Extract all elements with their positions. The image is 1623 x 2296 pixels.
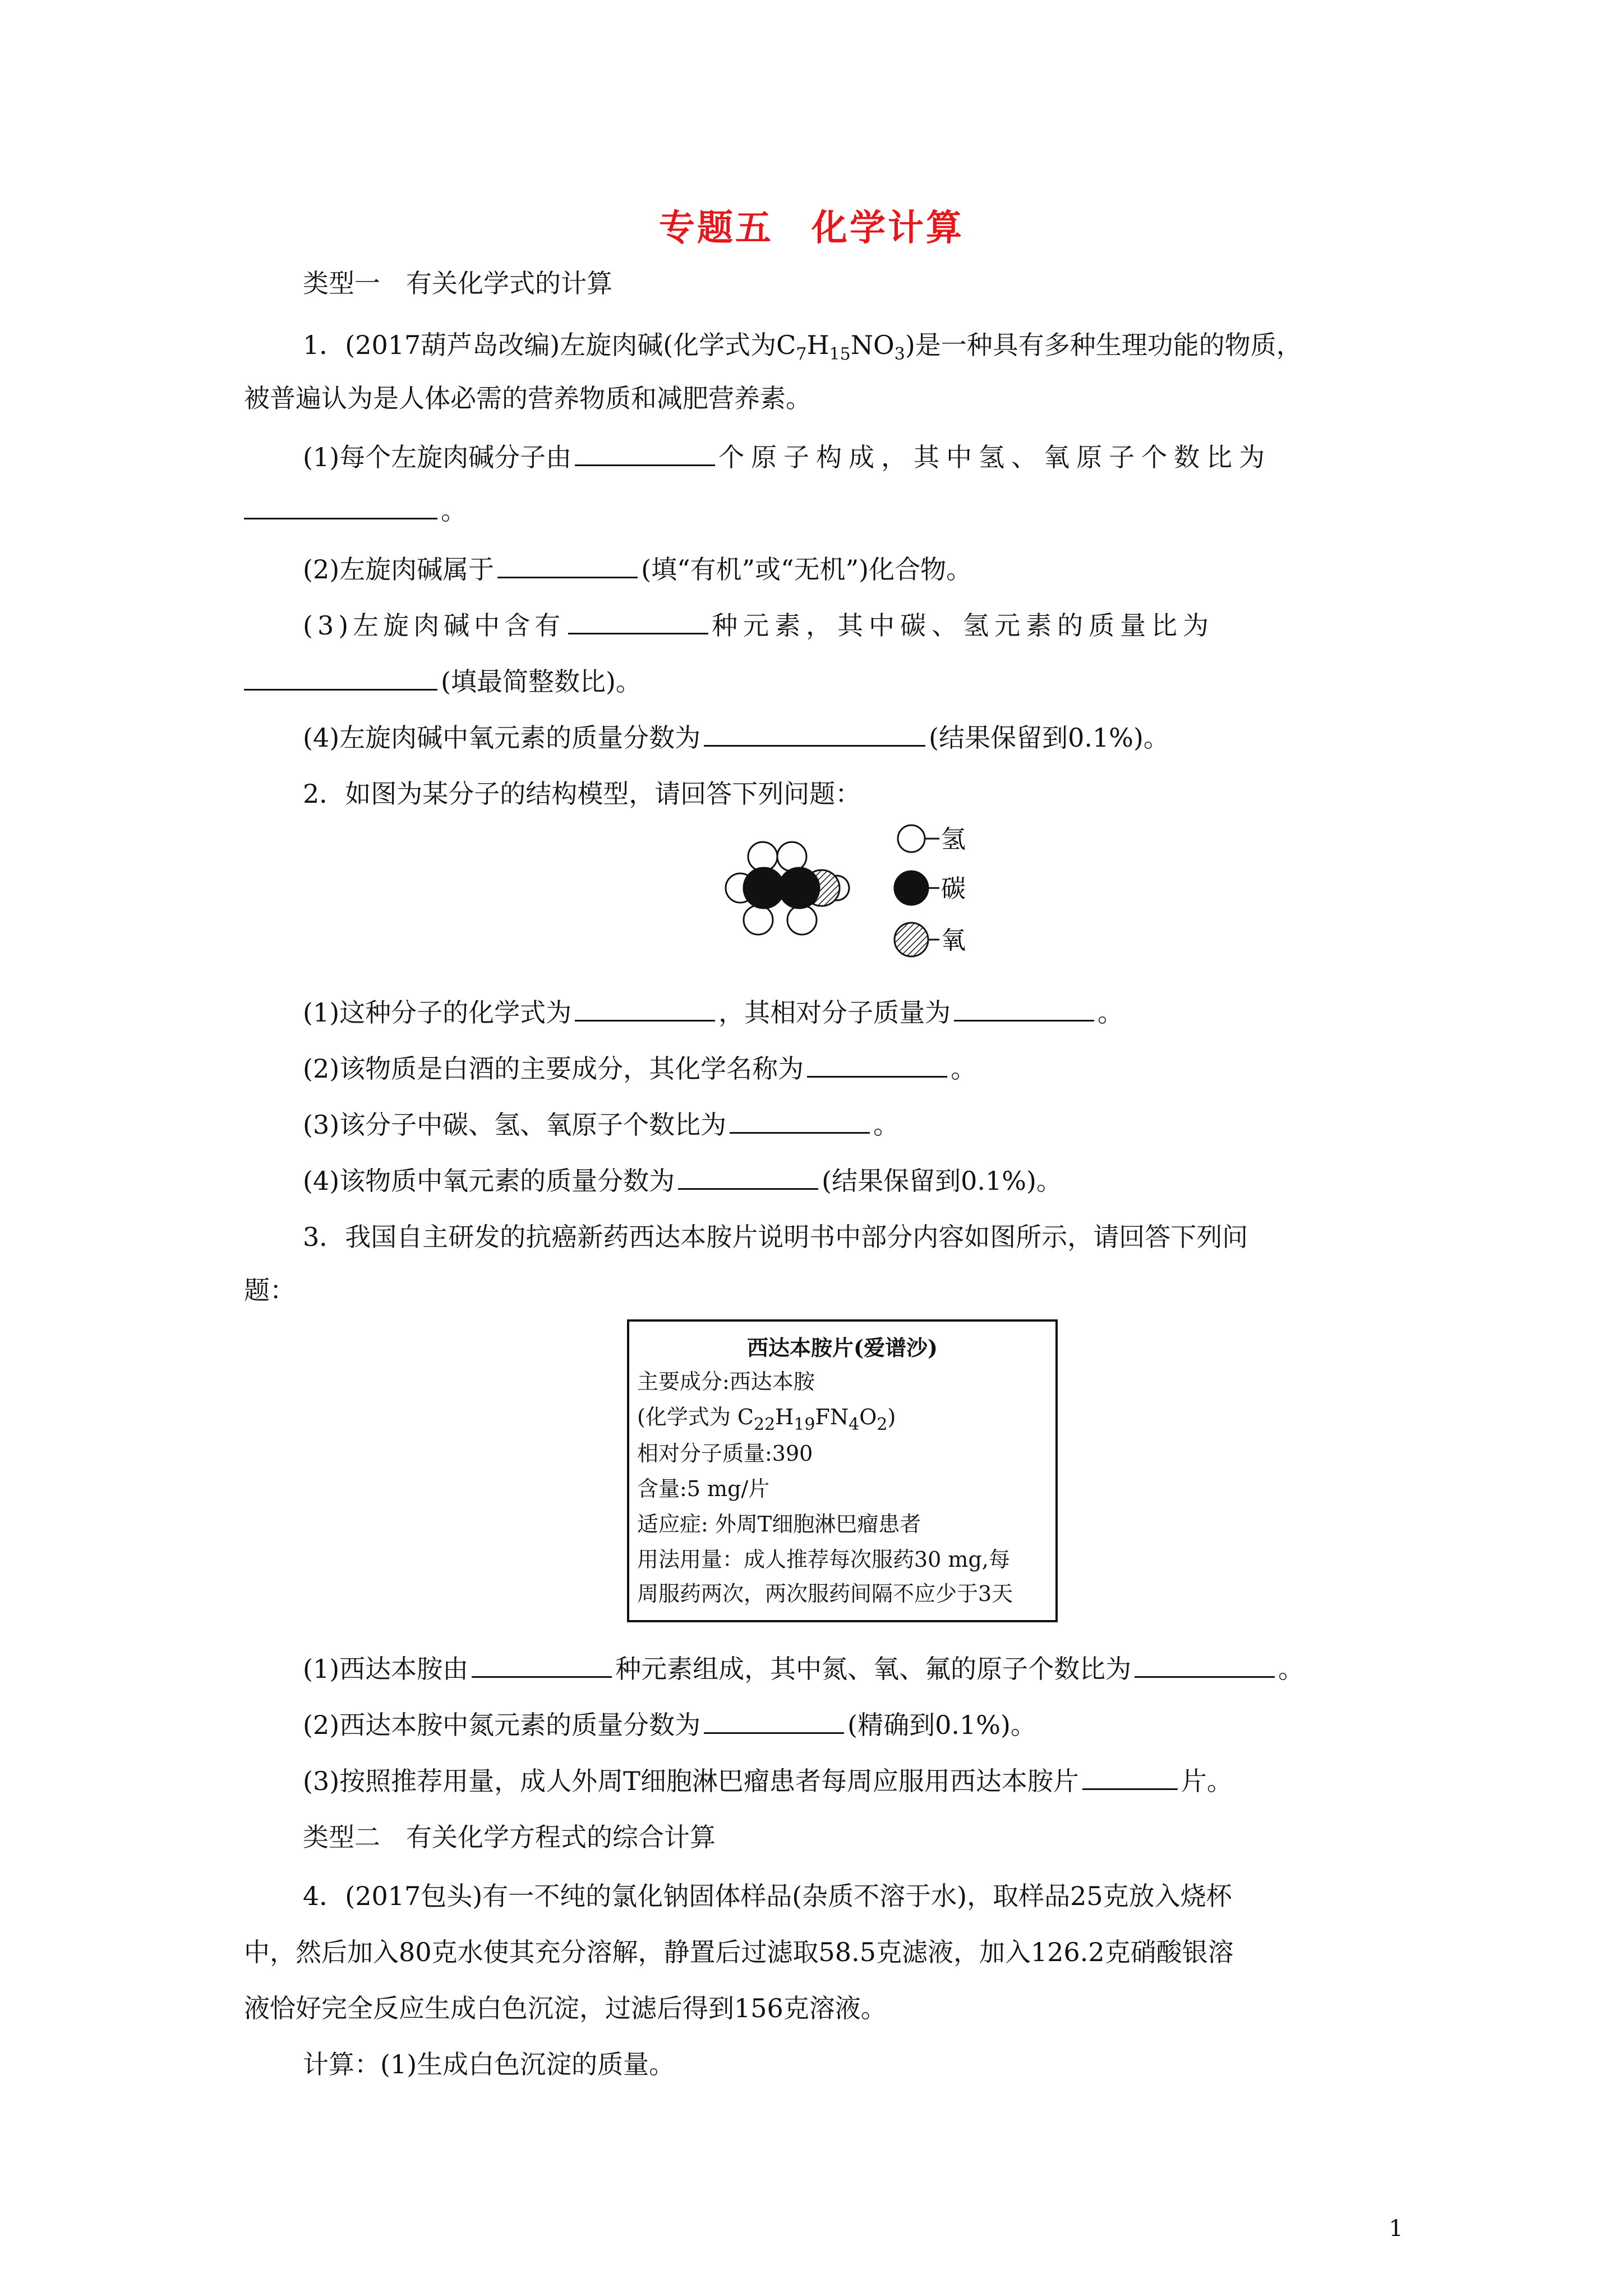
q2-part2: (2)该物质是白酒的主要成分，其化学名称为 。 — [303, 1053, 977, 1084]
q1-part1-cont: 。 — [244, 494, 467, 527]
q1-stem-line2: 被普遍认为是人体必需的营养物质和减肥营养素。 — [244, 383, 811, 413]
answer-blank[interactable] — [704, 723, 925, 747]
answer-blank[interactable] — [575, 997, 715, 1022]
legend-oxygen-label: 氧 — [941, 926, 966, 955]
q2-stem: 2．如图为某分子的结构模型，请回答下列问题： — [303, 779, 861, 809]
answer-blank[interactable] — [244, 666, 437, 691]
q1-part4: (4)左旋肉碱中氧元素的质量分数为 (结果保留到0.1%)。 — [303, 723, 1169, 753]
page-number: 1 — [1389, 2216, 1403, 2242]
q3-stem-line1: 3．我国自主研发的抗癌新药西达本胺片说明书中部分内容如图所示，请回答下列问 — [303, 1222, 1248, 1252]
answer-blank[interactable] — [472, 1654, 612, 1678]
q1-part3: (3)左旋肉碱中含有 种元素，其中碳、氢元素的质量比为 — [303, 610, 1215, 641]
drug-label-line: 适应症: 外周T细胞淋巴瘤患者 — [637, 1512, 921, 1536]
answer-blank[interactable] — [807, 1053, 947, 1078]
drug-label-line: 主要成分:西达本胺 — [637, 1369, 815, 1394]
hydrogen-atom — [748, 842, 777, 871]
q4-line3: 液恰好完全反应生成白色沉淀，过滤后得到156克溶液。 — [244, 1993, 887, 2023]
q4-line1: 4．(2017包头)有一不纯的氯化钠固体样品(杂质不溶于水)，取样品25克放入烧杯 — [303, 1881, 1232, 1911]
q3-part2: (2)西达本胺中氮元素的质量分数为 (精确到0.1%)。 — [303, 1710, 1036, 1740]
hydrogen-atom — [744, 905, 773, 935]
molecule-model-diagram — [723, 822, 993, 962]
answer-blank[interactable] — [575, 442, 715, 466]
page-title: 专题五 化学计算 — [659, 207, 964, 249]
answer-blank[interactable] — [678, 1166, 818, 1190]
legend-oxygen-icon — [895, 923, 928, 956]
answer-blank[interactable] — [568, 610, 708, 634]
q3-part1: (1)西达本胺由 种元素组成，其中氮、氧、氟的原子个数比为 。 — [303, 1654, 1304, 1684]
answer-blank[interactable] — [954, 997, 1094, 1022]
drug-label-line: 用法用量：成人推荐每次服药30 mg,每 — [637, 1547, 1010, 1572]
q3-part3: (3)按照推荐用量，成人外周T细胞淋巴瘤患者每周应服用西达本胺片 片。 — [303, 1766, 1233, 1796]
answer-blank[interactable] — [244, 495, 437, 519]
hydrogen-atom — [777, 842, 806, 871]
carbon-atom — [779, 868, 819, 908]
drug-label-box — [627, 1319, 1058, 1622]
drug-label-line: 含量:5 mg/片 — [637, 1476, 770, 1501]
q1-part1: (1)每个左旋肉碱分子由 个原子构成，其中氢、氧原子个数比为 — [303, 442, 1272, 472]
legend-hydrogen-label: 氢 — [941, 825, 966, 854]
answer-blank[interactable] — [704, 1710, 844, 1734]
legend-carbon-icon — [895, 871, 928, 905]
q1-part3-cont: (填最简整数比)。 — [244, 665, 642, 698]
legend-hydrogen-icon — [898, 825, 925, 852]
answer-blank[interactable] — [730, 1110, 870, 1134]
answer-blank[interactable] — [1082, 1766, 1178, 1790]
answer-blank[interactable] — [1135, 1654, 1275, 1678]
drug-label-title: 西达本胺片(爱谱沙) — [747, 1335, 938, 1360]
hydrogen-atom — [787, 905, 817, 935]
q4-line4: 计算：(1)生成白色沉淀的质量。 — [303, 2049, 675, 2079]
q2-part4: (4)该物质中氧元素的质量分数为 (结果保留到0.1%)。 — [303, 1166, 1062, 1196]
carbon-atom — [744, 868, 784, 908]
q2-part3: (3)该分子中碳、氢、氧原子个数比为 。 — [303, 1110, 900, 1140]
q1-part2: (2)左旋肉碱属于 (填“有机”或“无机”)化合物。 — [303, 554, 972, 585]
q1-stem-line1: 1．(2017葫芦岛改编)左旋肉碱(化学式为$C_7H_{15}NO_3$)是一种具有多种生理功能的物质， — [303, 330, 1302, 364]
section-heading-1: 类型一 有关化学式的计算 — [303, 268, 612, 298]
legend-carbon-label: 碳 — [941, 875, 966, 903]
section-heading-2: 类型二 有关化学方程式的综合计算 — [303, 1822, 716, 1852]
q4-line2: 中，然后加入80克水使其充分溶解，静置后过滤取58.5克滤液，加入126.2克硝酸银溶 — [244, 1937, 1234, 1967]
drug-label-line: 相对分子质量:390 — [637, 1441, 813, 1466]
answer-blank[interactable] — [497, 554, 638, 578]
q2-part1: (1)这种分子的化学式为 ，其相对分子质量为 。 — [303, 997, 1124, 1028]
drug-label-line: 周服药两次，两次服药间隔不应少于3天 — [637, 1581, 1013, 1606]
q3-stem-line2: 题： — [244, 1275, 296, 1305]
drug-label-formula: (化学式为 $C_{22}H_{19}FN_4O_2$) — [637, 1405, 896, 1434]
